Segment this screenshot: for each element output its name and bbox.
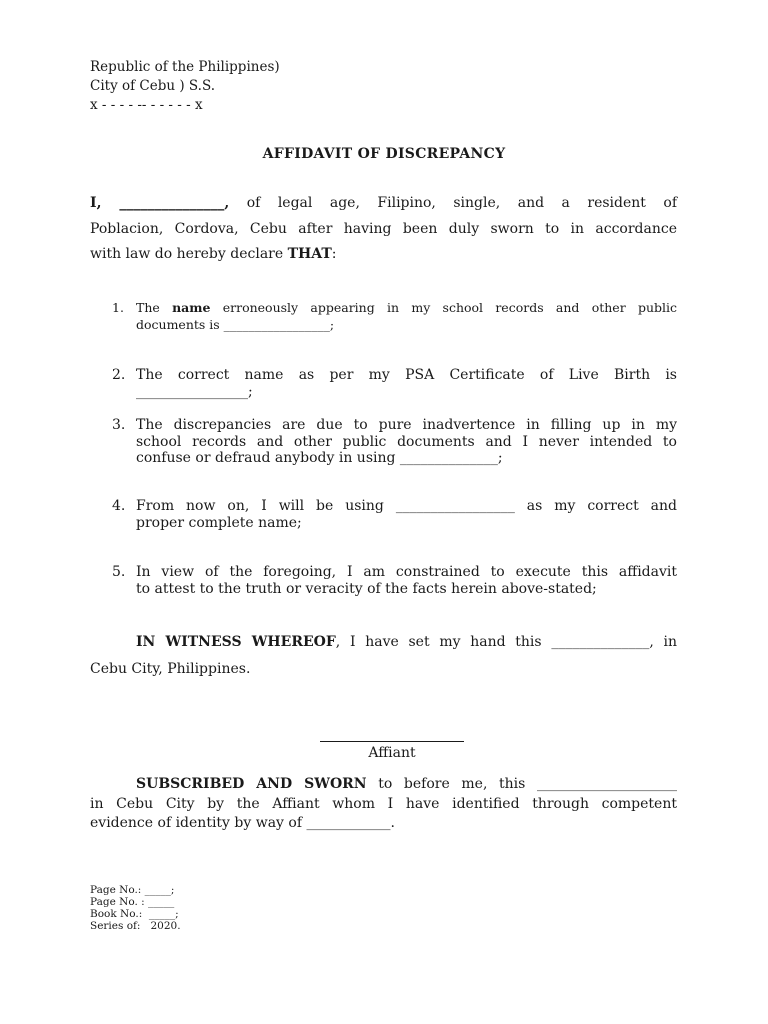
item-text [136,564,677,597]
intro-lead: I [90,195,97,211]
item-bold-name: name [172,300,211,315]
affiant-label: Affiant [368,745,416,761]
jurat-paragraph [90,775,677,834]
intro-line1-text: of legal age, Filipino, single, and a resident of [229,195,678,211]
item-line: documents is _________________; [136,316,335,332]
docket-book-no: Book No.: _____; [90,908,179,920]
witness-line1 [90,629,677,656]
item-line: In view of the foregoing, I am constrained to execute this affidavit [136,564,677,580]
docket-page-no: Page No.: _____; [90,884,175,896]
item-number: 5. [112,564,126,580]
jurat-bold: SUBSCRIBED AND SWORN [136,776,367,792]
item-text [136,417,677,467]
docket-series: Series of: 2020. [90,920,181,932]
item-number: 2. [112,367,126,383]
item-number: 4. [112,498,126,514]
jurat-line1-rest: to before me, this ____________________ [366,776,677,792]
witness-paragraph [90,629,677,683]
item-text [136,498,677,531]
witness-bold: IN WITNESS WHEREOF [136,634,336,650]
jurat-line1 [90,775,677,795]
notarial-docket [90,884,181,932]
item-line1-rest: erroneously appearing in my school records and other public [210,300,677,315]
item-line: proper complete name; [136,514,302,531]
jurat-line2: in Cebu City by the Affiant whom I have identified through competent [90,795,677,812]
item-line: ________________; [136,383,253,400]
intro-name-blank: , _______________, [96,195,230,211]
item-line: The correct name as per my PSA Certificate of Live Birth is [136,367,677,383]
item-number: 1. [112,300,124,315]
docket-page-no-2: Page No. : _____ [90,896,175,908]
intro-colon: : [331,246,337,262]
witness-line1-rest: , I have set my hand this ______________, in [335,634,677,650]
intro-line2: Poblacion, Cordova, Cebu after having been duly sworn to in accordance [90,220,677,237]
venue-block [90,58,280,115]
item-line: From now on, I will be using _________________ as my correct and [136,498,677,514]
item-pre: The [136,300,173,315]
item-line: The discrepancies are due to pure inadvertence in filling up in my [136,417,677,433]
intro-that: THAT [287,246,332,262]
affiant-signature-line [320,741,464,742]
jurat-line3: evidence of identity by way of ____________. [90,815,395,831]
item-text [136,367,677,400]
item-number: 3. [112,417,126,433]
intro-paragraph [90,191,677,268]
venue-separator: x - - - - -- - - - - - x [90,97,203,113]
venue-republic: Republic of the Philippines) [90,59,280,75]
witness-line2: Cebu City, Philippines. [90,661,251,677]
item-line: confuse or defraud anybody in using ______________; [136,450,503,466]
item-line: school records and other public documents and I never intended to [136,433,677,450]
document-title: AFFIDAVIT OF DISCREPANCY [262,146,506,162]
venue-city: City of Cebu ) S.S. [90,78,216,94]
item-line [136,300,677,317]
intro-line3-text: with law do hereby declare [90,246,288,262]
item-text [136,300,677,333]
item-line: to attest to the truth or veracity of the facts herein above-stated; [136,580,597,597]
